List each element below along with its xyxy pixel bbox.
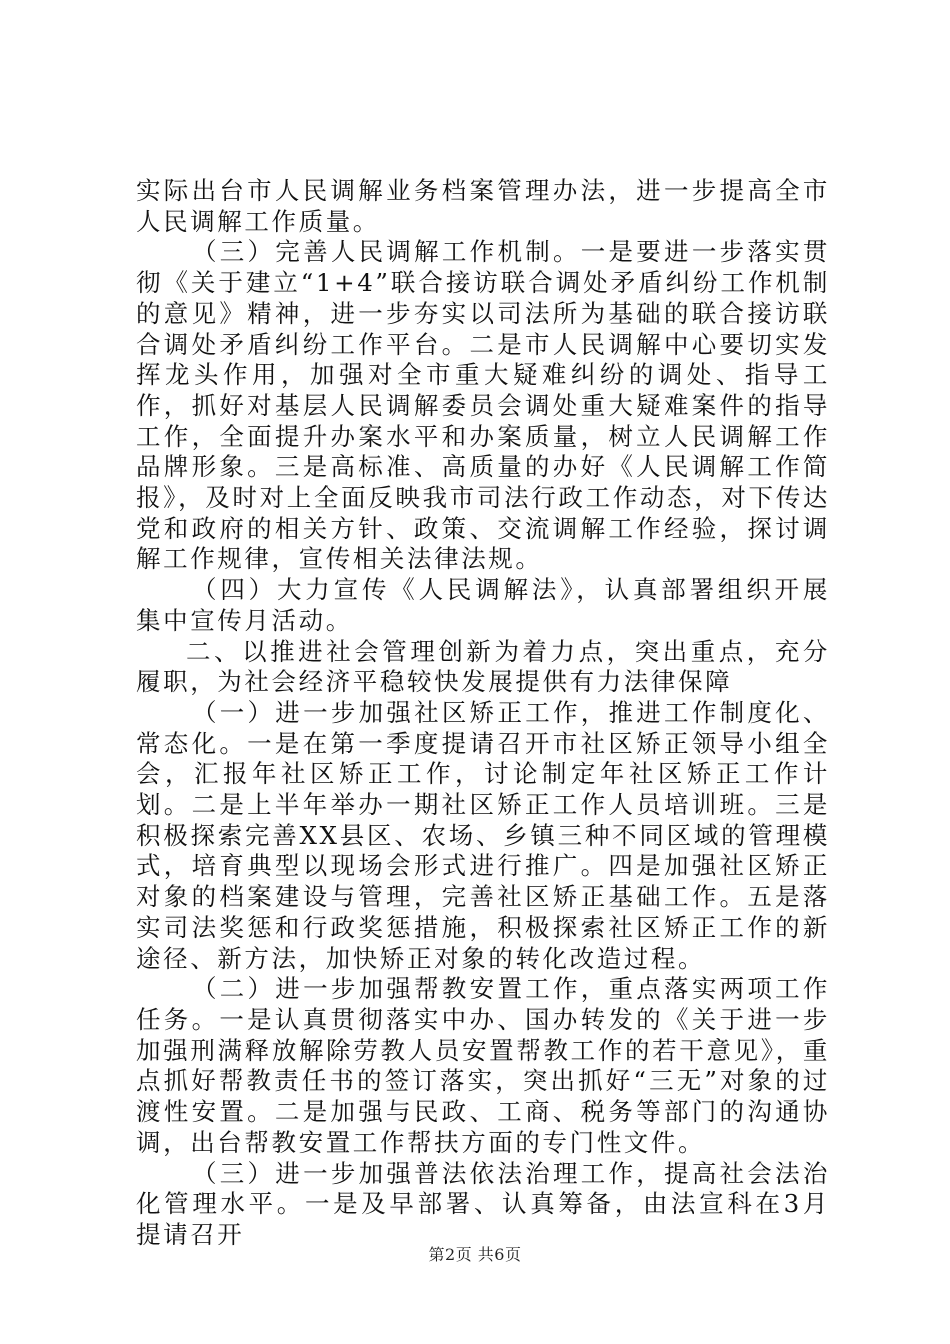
paragraph-resettlement: （二）进一步加强帮教安置工作，重点落实两项工作任务。一是认真贯彻落实中办、国办转发的《关于进一步加强刑满释放解除劳教人员安置帮教工作的若干意见》，重点抓好帮教责任书的签订落实，突出抓好“三无”对象的过渡性安置。二是加强与民政、工商、税务等部门的沟通协调，出台帮教安置工作帮扶方面的专门性文件。 xyxy=(136,974,830,1157)
page-number-footer: 第2页 共6页 xyxy=(428,1245,522,1264)
paragraph-community-correction: （一）进一步加强社区矫正工作，推进工作制度化、常态化。一是在第一季度提请召开市社区矫正领导小组全会，汇报年社区矫正工作，讨论制定年社区矫正工作计划。二是上半年举办一期社区矫正工作人员培训班。三是积极探索完善XX县区、农场、乡镇三种不同区域的管理模式，培育典型以现场会形式进行推广。四是加强社区矫正对象的档案建设与管理，完善社区矫正基础工作。五是落实司法奖惩和行政奖惩措施，积极探索社区矫正工作的新途径、新方法，加快矫正对象的转化改造过程。 xyxy=(136,697,830,973)
paragraph-publicity: （四）大力宣传《人民调解法》，认真部署组织开展集中宣传月活动。 xyxy=(136,575,830,635)
paragraph-continuation: 实际出台市人民调解业务档案管理办法，进一步提高全市人民调解工作质量。 xyxy=(136,176,830,236)
document-body xyxy=(136,176,830,1251)
section-heading-two: 二、以推进社会管理创新为着力点，突出重点，充分履职，为社会经济平稳较快发展提供有力法律保障 xyxy=(136,636,830,697)
paragraph-mechanism: （三）完善人民调解工作机制。一是要进一步落实贯彻《关于建立“1+4”联合接访联合调处矛盾纠纷工作机制的意见》精神，进一步夯实以司法所为基础的联合接访联合调处矛盾纠纷工作平台。二是市人民调解中心要切实发挥龙头作用，加强对全市重大疑难纠纷的调处、指导工作，抓好对基层人民调解委员会调处重大疑难案件的指导工作，全面提升办案水平和办案质量，树立人民调解工作品牌形象。三是高标准、高质量的办好《人民调解工作简报》，及时对上全面反映我市司法行政工作动态，对下传达党和政府的相关方针、政策、交流调解工作经验，探讨调解工作规律，宣传相关法律法规。 xyxy=(136,237,830,574)
paragraph-legal-education: （三）进一步加强普法依法治理工作，提高社会法治化管理水平。一是及早部署、认真筹备，由法宣科在3月提请召开 xyxy=(136,1158,830,1249)
